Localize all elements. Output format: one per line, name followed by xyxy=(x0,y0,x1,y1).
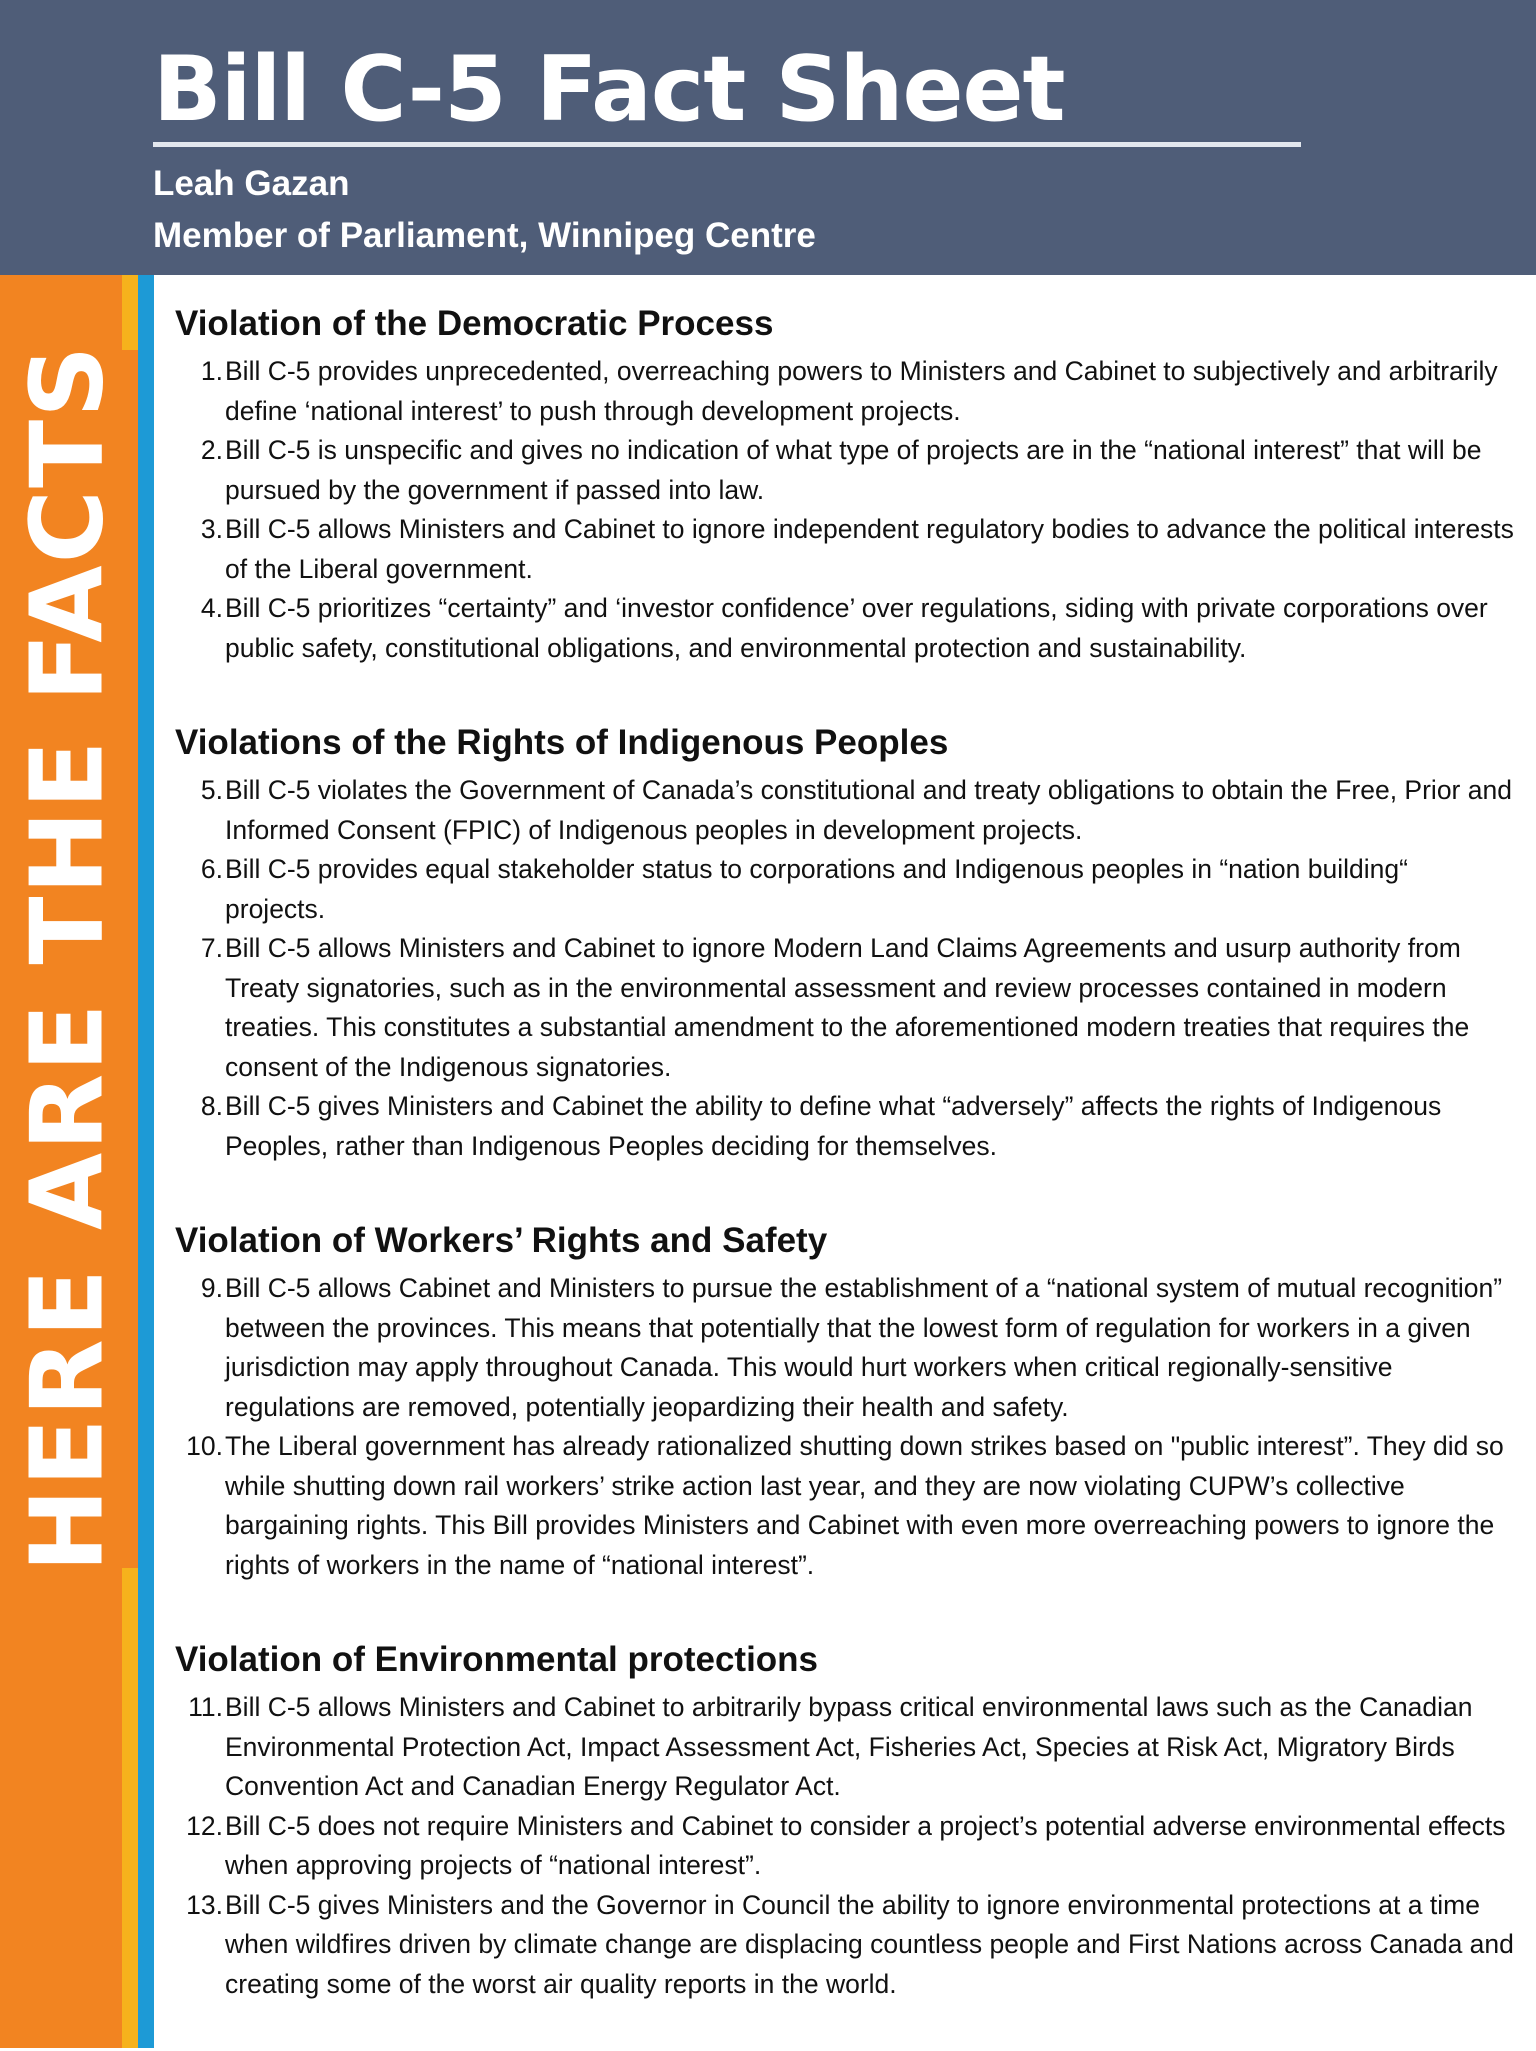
section-title: Violation of Workers’ Rights and Safety xyxy=(175,1221,828,1260)
item-number: 7. xyxy=(200,933,223,963)
fact-list xyxy=(175,352,1515,668)
list-item xyxy=(175,1269,1515,1427)
item-number: 2. xyxy=(200,435,223,465)
fact-list xyxy=(175,1269,1515,1585)
sidebar-accent-top xyxy=(122,275,138,350)
item-text: Bill C-5 provides unprecedented, overreaching powers to Ministers and Cabinet to subjectively and arbitrarily define ‘national interest’ to push through development projects. xyxy=(225,356,1498,426)
author-name: Leah Gazan xyxy=(153,164,350,203)
item-number: 1. xyxy=(200,356,223,386)
item-number: 3. xyxy=(200,514,223,544)
list-item xyxy=(175,771,1515,850)
author-role: Member of Parliament, Winnipeg Centre xyxy=(153,216,816,255)
section-democratic-process xyxy=(175,296,1515,668)
item-text: Bill C-5 allows Cabinet and Ministers to pursue the establishment of a “national system of mutual recognition” between the provinces. This means that potentially that the lowest form of regulation for workers in a given jurisdiction may apply throughout Canada. This would hurt workers when critical regionally-sensitive regulations are removed, potentially jeopardizing their health and safety. xyxy=(225,1273,1503,1422)
item-number: 5. xyxy=(200,775,223,805)
item-number: 13. xyxy=(186,1889,223,1920)
list-item xyxy=(175,352,1515,431)
list-item xyxy=(175,1688,1515,1807)
item-text: Bill C-5 allows Ministers and Cabinet to ignore independent regulatory bodies to advance the political interests of the Liberal government. xyxy=(225,514,1514,584)
item-text: The Liberal government has already rationalized shutting down strikes based on "public interest”. They did so while shutting down rail workers’ strike action last year, and they are now violating CUPW’s collective bargaining rights. This Bill provides Ministers and Cabinet with even more overreaching powers to ignore the rights of workers in the name of “national interest”. xyxy=(225,1431,1504,1580)
fact-list xyxy=(175,1688,1515,2004)
list-item xyxy=(175,1886,1515,2005)
fact-list xyxy=(175,771,1515,1166)
item-number: 6. xyxy=(200,854,223,884)
title-underline xyxy=(153,142,1301,147)
sidebar-accent-bottom xyxy=(122,1568,138,2048)
item-number: 8. xyxy=(200,1091,223,1121)
item-number: 12. xyxy=(186,1810,223,1841)
item-text: Bill C-5 gives Ministers and the Governor in Council the ability to ignore environmental protections at a time when wildfires driven by climate change are displacing countless people and First Nations across Canada and creating some of the worst air quality reports in the world. xyxy=(225,1889,1514,1999)
page-title: Bill C-5 Fact Sheet xyxy=(153,37,1065,142)
item-text: Bill C-5 allows Ministers and Cabinet to arbitrarily bypass critical environmental laws such as the Canadian Environmental Protection Act, Impact Assessment Act, Fisheries Act, Species at Risk Act, Migratory Birds Convention Act and Canadian Energy Regulator Act. xyxy=(225,1692,1473,1801)
section-environmental-protections xyxy=(175,1632,1515,2004)
item-number: 9. xyxy=(200,1273,223,1303)
item-text: Bill C-5 gives Ministers and Cabinet the ability to define what “adversely” affects the rights of Indigenous Peoples, rather than Indigenous Peoples deciding for themselves. xyxy=(225,1091,1442,1161)
list-item xyxy=(175,589,1515,668)
section-title: Violations of the Rights of Indigenous Peoples xyxy=(175,723,949,762)
item-number: 11. xyxy=(188,1692,223,1722)
list-item xyxy=(175,929,1515,1087)
list-item xyxy=(175,1807,1515,1886)
item-number: 10. xyxy=(186,1431,223,1461)
item-text: Bill C-5 violates the Government of Canada’s constitutional and treaty obligations to obtain the Free, Prior and Informed Consent (FPIC) of Indigenous peoples in development projects. xyxy=(225,775,1512,845)
fact-sections xyxy=(175,296,1515,2051)
sidebar-heading: HERE ARE THE FACTS xyxy=(8,343,126,1573)
section-indigenous-rights xyxy=(175,715,1515,1166)
item-text: Bill C-5 is unspecific and gives no indication of what type of projects are in the “national interest” that will be pursued by the government if passed into law. xyxy=(225,435,1482,505)
list-item xyxy=(175,1087,1515,1166)
section-workers-rights xyxy=(175,1213,1515,1585)
list-item xyxy=(175,1427,1515,1585)
list-item xyxy=(175,850,1515,929)
item-text: Bill C-5 prioritizes “certainty” and ‘investor confidence’ over regulations, siding with private corporations over public safety, constitutional obligations, and environmental protection and sustainability. xyxy=(225,593,1488,663)
section-title: Violation of Environmental protections xyxy=(175,1640,819,1679)
item-text: Bill C-5 provides equal stakeholder status to corporations and Indigenous peoples in “nation building“ projects. xyxy=(225,854,1408,924)
header-banner xyxy=(0,0,1536,275)
item-text: Bill C-5 does not require Ministers and Cabinet to consider a project’s potential adverse environmental effects when approving projects of “national interest”. xyxy=(225,1810,1506,1880)
list-item xyxy=(175,431,1515,510)
sidebar-accent-stripe xyxy=(138,275,154,2048)
section-title: Violation of the Democratic Process xyxy=(175,304,774,343)
list-item xyxy=(175,510,1515,589)
item-text: Bill C-5 allows Ministers and Cabinet to ignore Modern Land Claims Agreements and usurp authority from Treaty signatories, such as in the environmental assessment and review processes contained in modern treaties. This constitutes a substantial amendment to the aforementioned modern treaties that requires the consent of the Indigenous signatories. xyxy=(225,933,1470,1082)
item-number: 4. xyxy=(200,593,223,623)
